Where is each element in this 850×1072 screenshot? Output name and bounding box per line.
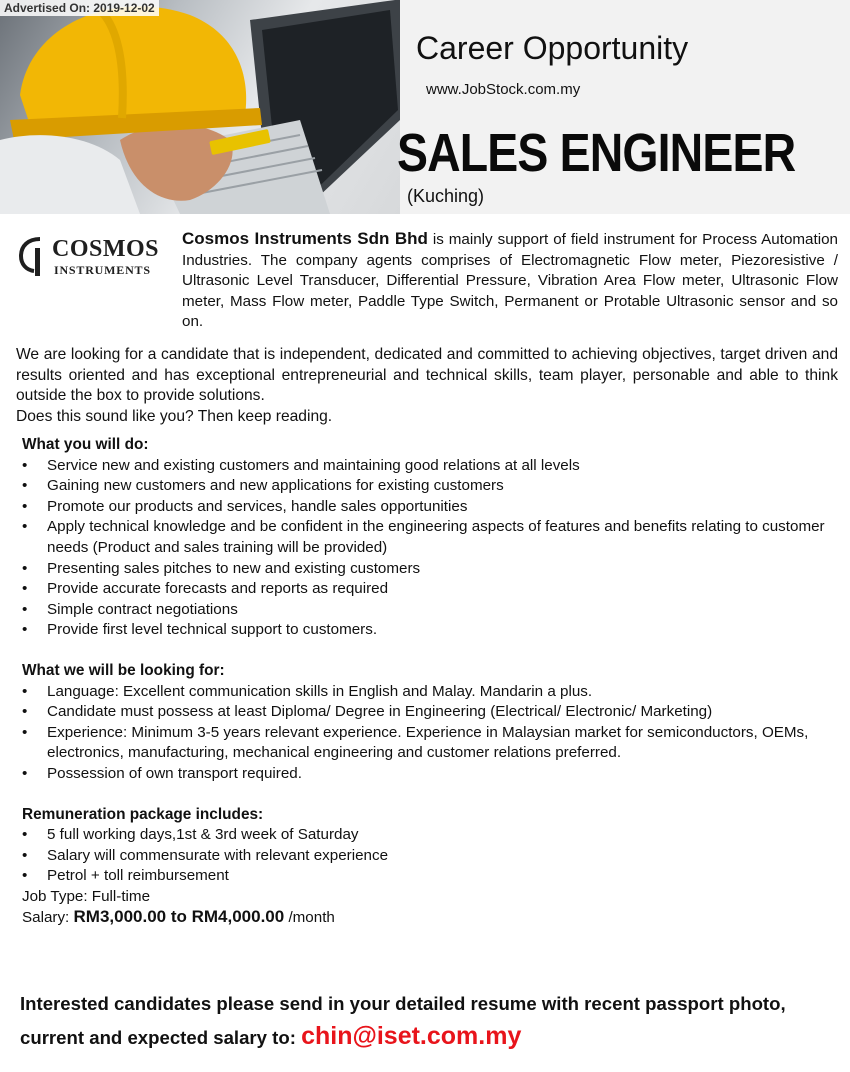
- duties-list: [22, 456, 838, 641]
- list-item: • 5 full working days,1st & 3rd week of Saturday: [22, 825, 838, 846]
- spacer: [22, 785, 838, 805]
- candidate-description: [16, 345, 838, 427]
- application-instructions: [20, 988, 840, 1054]
- company-logo: [18, 234, 158, 282]
- spacer: [22, 641, 838, 661]
- header-banner: [0, 0, 850, 214]
- list-item: • Service new and existing customers and maintaining good relations at all levels: [22, 456, 838, 477]
- company-name: Cosmos Instruments Sdn Bhd: [182, 229, 428, 248]
- salary-period: /month: [284, 909, 335, 927]
- logo-text-cosmos: COSMOS: [52, 236, 160, 262]
- list-item: • Promote our products and services, handle sales opportunities: [22, 497, 838, 518]
- remuneration-title: Remuneration package includes:: [22, 805, 264, 823]
- list-item: • Presenting sales pitches to new and existing customers: [22, 559, 838, 580]
- job-details: [22, 435, 838, 929]
- advertised-date: Advertised On: 2019-12-02: [0, 0, 159, 16]
- list-item: • Candidate must possess at least Diploma/ Degree in Engineering (Electrical/ Electronic/ Marketing): [22, 702, 838, 723]
- list-item: • Salary will commensurate with relevant experience: [22, 846, 838, 867]
- duties-title: What you will do:: [22, 436, 149, 453]
- website-link[interactable]: www.JobStock.com.my: [426, 81, 581, 98]
- requirements-title: What we will be looking for:: [22, 661, 225, 679]
- remuneration-list: [22, 825, 838, 887]
- candidate-paragraph: We are looking for a candidate that is independent, dedicated and committed to achieving objectives, target driven and results oriented and has exceptional entrepreneurial and technical skills, team player, personable and able to think outside the box to provide solutions.: [16, 346, 838, 405]
- list-item: • Experience: Minimum 3-5 years relevant experience. Experience in Malaysian market for semiconductors, OEMs, electronics, manufacturing, mechanical engineering and customer relations preferred.: [22, 723, 838, 764]
- banner-photo: [0, 0, 400, 214]
- job-title: SALES ENGINEER: [397, 123, 796, 183]
- list-item: • Simple contract negotiations: [22, 600, 838, 621]
- salary-label: Salary:: [22, 909, 74, 927]
- cosmos-logo-mark-icon: [18, 236, 48, 278]
- list-item: • Gaining new customers and new applications for existing customers: [22, 476, 838, 497]
- engineer-helmet-laptop-illustration: [0, 0, 400, 214]
- company-description: is mainly support of field instrument for Process Automation Industries. The company agents comprises of Electromagnetic Flow meter, Piezoresistive / Ultrasonic Level Transducer, Differential Pressure, Vibration Area Flow meter, Ultrasonic Flow meter, Mass Flow meter, Paddle Type Switch, Permanent or Protable Ultrasonic sensor and so on.: [182, 231, 838, 331]
- salary-range: RM3,000.00 to RM4,000.00: [73, 907, 285, 927]
- requirements-list: [22, 682, 838, 785]
- candidate-question: Does this sound like you? Then keep reading.: [16, 407, 333, 425]
- logo-text-instruments: INSTRUMENTS: [54, 263, 151, 277]
- list-item: • Provide accurate forecasts and reports as required: [22, 579, 838, 600]
- list-item: • Language: Excellent communication skills in English and Malay. Mandarin a plus.: [22, 682, 838, 703]
- application-text: Interested candidates please send in your detailed resume with recent passport photo, current and expected salary to:: [20, 993, 786, 1048]
- salary-line: [22, 907, 838, 929]
- list-item: • Provide first level technical support to customers.: [22, 620, 838, 641]
- job-type: Job Type: Full-time: [22, 887, 151, 905]
- list-item: • Apply technical knowledge and be confident in the engineering aspects of features and benefits relating to customer needs (Product and sales training will be provided): [22, 517, 838, 558]
- list-item: • Possession of own transport required.: [22, 764, 838, 785]
- contact-email-link[interactable]: chin@iset.com.my: [301, 1022, 522, 1050]
- job-location: (Kuching): [407, 186, 485, 206]
- company-intro: [182, 229, 838, 333]
- list-item: • Petrol + toll reimbursement: [22, 866, 838, 887]
- career-opportunity-heading: Career Opportunity: [416, 30, 689, 66]
